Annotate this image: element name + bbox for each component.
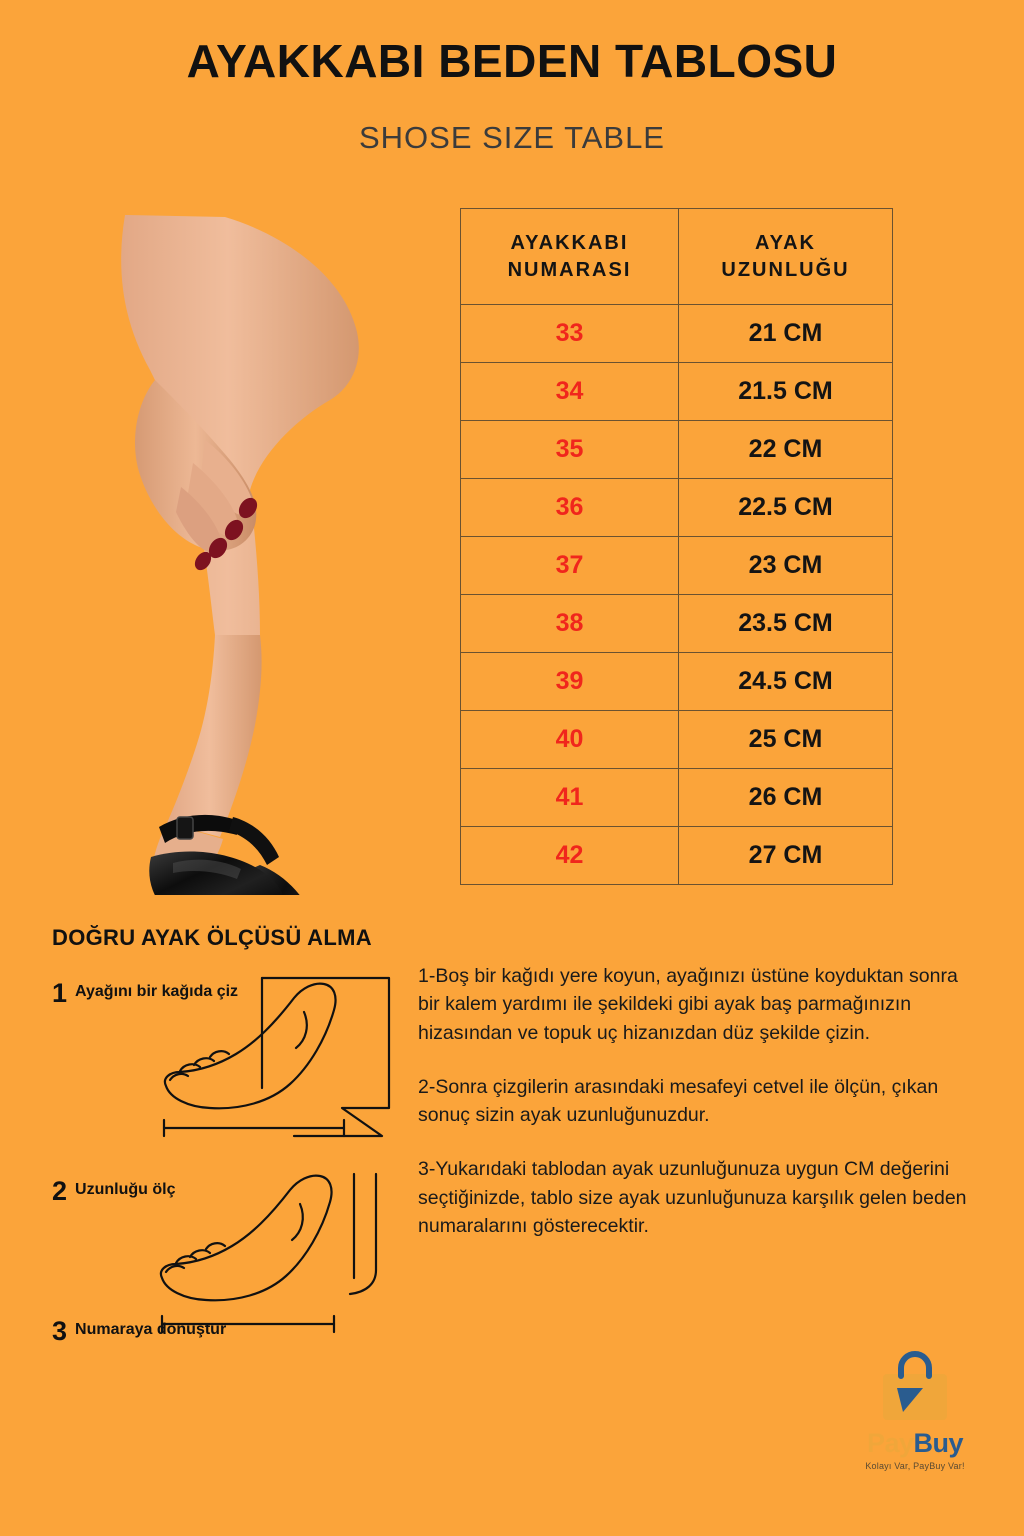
instruction-notes [418, 962, 983, 1266]
foot-length-measure-diagram-icon [144, 1166, 404, 1346]
cell-shoe-size: 34 [461, 363, 679, 421]
note-3: 3-Yukarıdaki tablodan ayak uzunluğunuza uygun CM değerini seçtiğinizde, tablo size ayak uzunluğunuza karşılık gelen beden numaralarını gösterecektir. [418, 1158, 967, 1237]
table-header-row [461, 209, 893, 305]
logo-word-buy: Buy [913, 1428, 964, 1458]
cell-shoe-size: 37 [461, 537, 679, 595]
note-2: 2-Sonra çizgilerin arasındaki mesafeyi cetvel ile ölçün, çıkan sonuç sizin ayak uzunluğunuzdur. [418, 1075, 939, 1127]
logo-word-pay: Pay [866, 1428, 914, 1458]
cell-shoe-size: 42 [461, 827, 679, 885]
cell-foot-length: 24.5 CM [679, 653, 893, 711]
cell-shoe-size: 39 [461, 653, 679, 711]
cell-foot-length: 22 CM [679, 421, 893, 479]
page-title: AYAKKABI BEDEN TABLOSU [186, 35, 838, 87]
table-row [461, 537, 893, 595]
step-1-number: 1 [52, 978, 68, 1008]
cell-foot-length: 27 CM [679, 827, 893, 885]
column-header-shoe-size-line2: NUMARASI [507, 258, 632, 281]
table-row [461, 827, 893, 885]
step-3-label: Numaraya dönüştür [75, 1321, 227, 1338]
column-header-shoe-size-line1: AYAKKABI [510, 231, 629, 254]
leg-with-heel-image [55, 205, 435, 895]
column-header-foot-length-line2: UZUNLUĞU [721, 258, 850, 281]
howto-steps [52, 968, 422, 1388]
shopping-bag-icon [867, 1348, 963, 1424]
logo-slogan: Kolayı Var, PayBuy Var! [865, 1461, 965, 1471]
cell-shoe-size: 33 [461, 305, 679, 363]
column-header-foot-length-line1: AYAK [755, 231, 816, 254]
cell-foot-length: 21.5 CM [679, 363, 893, 421]
cell-foot-length: 23 CM [679, 537, 893, 595]
cell-shoe-size: 35 [461, 421, 679, 479]
table-row [461, 305, 893, 363]
cell-shoe-size: 36 [461, 479, 679, 537]
page-subtitle: SHOSE SIZE TABLE [358, 120, 665, 155]
cell-foot-length: 22.5 CM [679, 479, 893, 537]
table-row [461, 363, 893, 421]
cell-foot-length: 21 CM [679, 305, 893, 363]
note-1: 1-Boş bir kağıdı yere koyun, ayağınızı üstüne koyduktan sonra bir kalem yardımı ile şekildeki gibi ayak baş parmağınızın hizasından ve topuk uç hizanızdan düz şekilde çizin. [418, 965, 958, 1044]
cell-foot-length: 25 CM [679, 711, 893, 769]
logo-wordmark [845, 1428, 985, 1459]
table-row [461, 479, 893, 537]
paybuy-logo [845, 1348, 985, 1471]
howto-title: DOĞRU AYAK ÖLÇÜSÜ ALMA [52, 925, 372, 950]
table-row [461, 421, 893, 479]
column-header-foot-length [679, 209, 893, 305]
foot-tracing-diagram-icon [144, 968, 419, 1163]
step-2-number: 2 [52, 1176, 68, 1206]
cell-shoe-size: 38 [461, 595, 679, 653]
step-2-label: Uzunluğu ölç [75, 1181, 176, 1198]
table-row [461, 711, 893, 769]
step-3-number: 3 [52, 1316, 68, 1346]
cell-foot-length: 26 CM [679, 769, 893, 827]
shoe-size-table [460, 208, 893, 885]
column-header-shoe-size [461, 209, 679, 305]
table-row [461, 653, 893, 711]
size-table-container [460, 208, 892, 885]
table-row [461, 769, 893, 827]
cell-shoe-size: 40 [461, 711, 679, 769]
cell-shoe-size: 41 [461, 769, 679, 827]
step-1-label: Ayağını bir kağıda çiz [75, 983, 239, 1000]
table-row [461, 595, 893, 653]
cell-foot-length: 23.5 CM [679, 595, 893, 653]
